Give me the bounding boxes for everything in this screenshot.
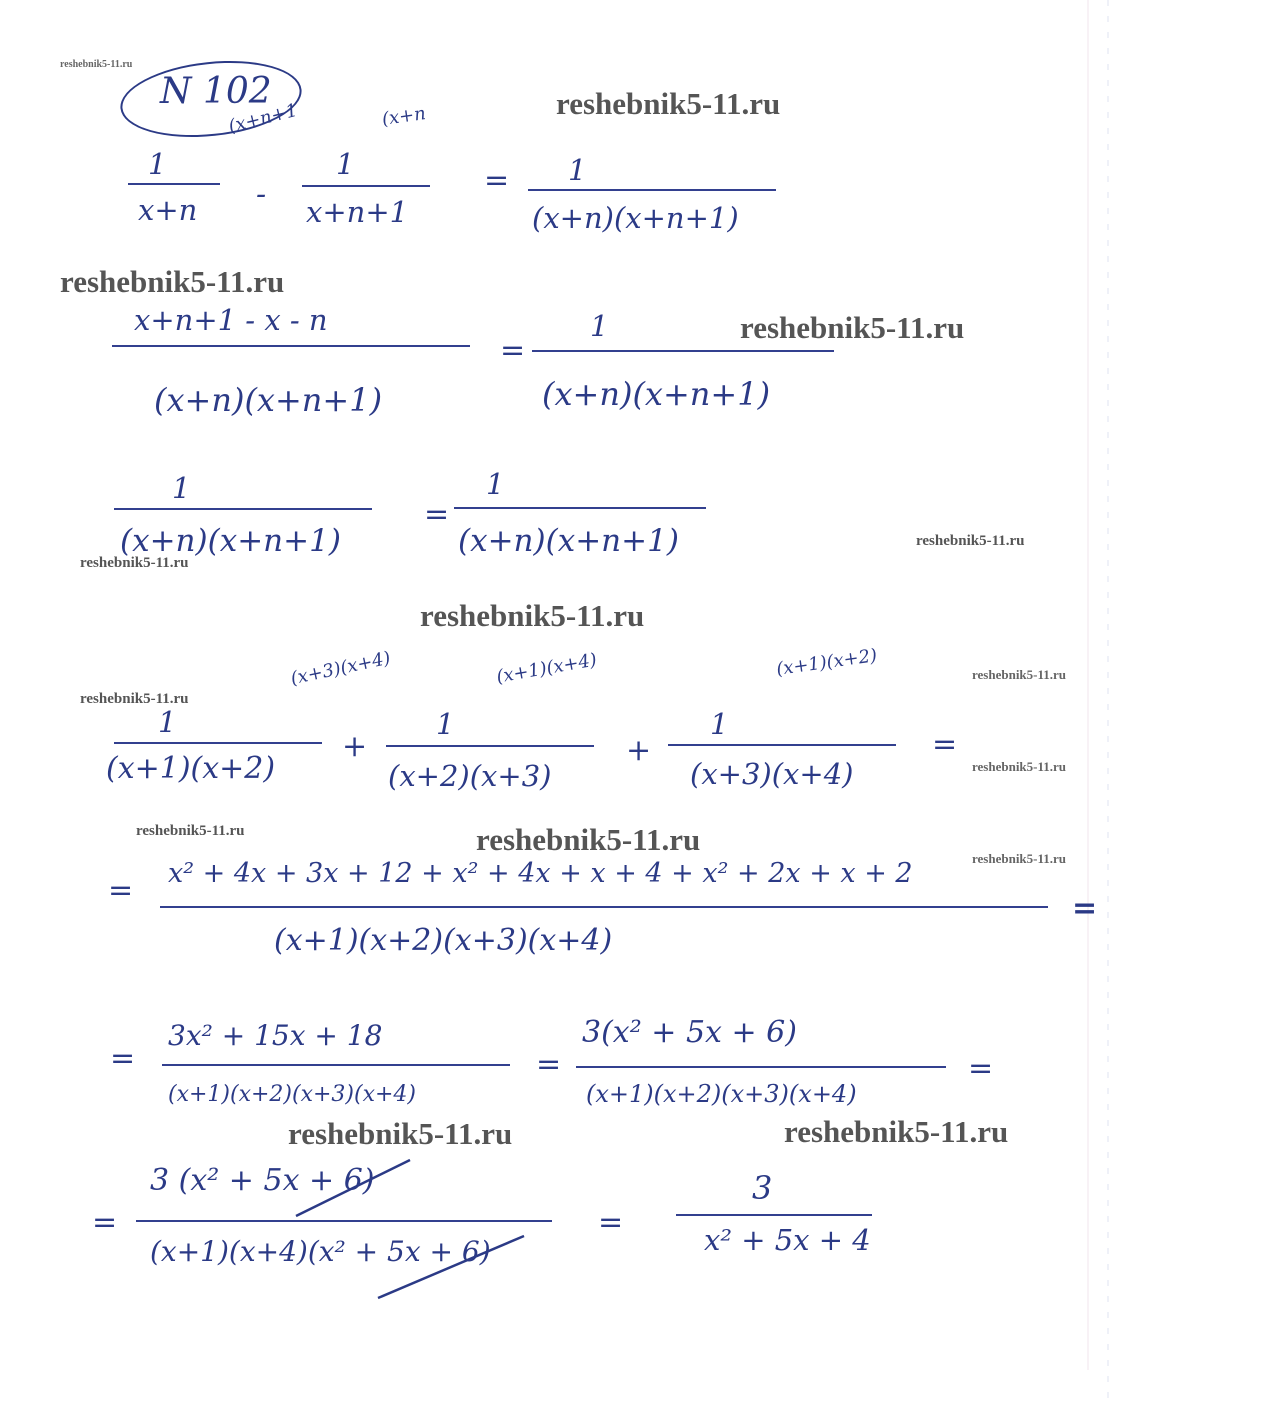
fraction-denominator: (x+2)(x+3) [388,759,552,793]
fraction-numerator: x+n+1 - x - n [134,303,328,337]
trailing-equals-sign: = [968,1051,994,1086]
equals-sign: = [484,163,510,198]
fraction-numerator: 1 [436,707,455,741]
fraction-denominator: x+n [138,193,198,227]
fraction-numerator: 1 [590,309,609,343]
fraction-denominator: (x+1)(x+2)(x+3)(x+4) [274,923,613,958]
plus-sign: + [342,729,368,764]
watermark: reshebnik5-11.ru [60,264,285,299]
fraction-denominator: (x+1)(x+4)(x² + 5x + 6) [150,1235,491,1268]
watermark: reshebnik5-11.ru [288,1116,513,1151]
multiplier-annotation: (x+n [380,103,428,130]
fraction-denominator: (x+n)(x+n+1) [154,381,383,419]
fraction-numerator: 1 [568,153,587,187]
equals-sign: = [932,727,958,762]
fraction-denominator: x+n+1 [306,195,409,229]
fraction-numerator: x² + 4x + 3x + 12 + x² + 4x + x + 4 + x² + 2x + x + 2 [168,858,913,889]
fraction-numerator: 3x² + 15x + 18 [168,1019,383,1052]
fraction-denominator: (x+1)(x+2)(x+3)(x+4) [168,1082,417,1107]
problem-number: N 102 [160,71,272,112]
fraction-numerator: 3(x² + 5x + 6) [582,1015,797,1050]
equals-sign: = [500,333,526,368]
watermark: reshebnik5-11.ru [740,310,965,345]
fraction-bar [676,1214,872,1216]
watermark: reshebnik5-11.ru [60,59,133,70]
trailing-equals-sign: = [1072,891,1098,926]
fraction-denominator: (x+n)(x+n+1) [542,375,771,413]
fraction-numerator: 3 (x² + 5x + 6) [150,1163,375,1198]
watermark: reshebnik5-11.ru [972,759,1067,774]
fraction-numerator: 1 [172,471,191,505]
multiplier-annotation: (x+n+1 [226,99,300,138]
fraction-denominator: (x+1)(x+2) [106,751,276,786]
watermark: reshebnik5-11.ru [80,555,189,571]
watermark: reshebnik5-11.ru [556,86,781,121]
equals-sign: = [110,1041,136,1076]
fraction-denominator: (x+n)(x+n+1) [532,201,739,235]
watermark: reshebnik5-11.ru [136,823,245,839]
watermark: reshebnik5-11.ru [972,667,1067,682]
multiplier-annotation: (x+1)(x+2) [774,645,879,680]
equals-sign: = [92,1205,118,1240]
fraction-denominator: (x+n)(x+n+1) [120,523,341,559]
equals-sign: = [536,1047,562,1082]
fraction-denominator: (x+1)(x+2)(x+3)(x+4) [586,1080,857,1108]
equals-sign: = [108,873,134,908]
plus-sign: + [626,733,652,768]
watermark: reshebnik5-11.ru [420,598,645,633]
fraction-denominator: (x+n)(x+n+1) [458,523,679,559]
equals-sign: = [424,497,450,532]
watermark: reshebnik5-11.ru [784,1114,1009,1149]
fraction-numerator: 1 [486,467,505,501]
watermark: reshebnik5-11.ru [972,851,1067,866]
fraction-numerator: 1 [148,147,167,181]
multiplier-annotation: (x+3)(x+4) [288,647,393,690]
watermark: reshebnik5-11.ru [476,822,701,857]
equals-sign: = [598,1205,624,1240]
minus-sign: - [256,177,267,212]
fraction-denominator: (x+3)(x+4) [690,757,854,791]
fraction-numerator: 1 [158,705,177,739]
fraction-numerator: 3 [752,1169,773,1207]
multiplier-annotation: (x+1)(x+4) [494,649,599,688]
watermark: reshebnik5-11.ru [80,691,189,707]
fraction-numerator: 1 [336,147,355,181]
fraction-numerator: 1 [710,707,729,741]
watermark: reshebnik5-11.ru [916,533,1025,549]
fraction-denominator: x² + 5x + 4 [704,1223,871,1257]
